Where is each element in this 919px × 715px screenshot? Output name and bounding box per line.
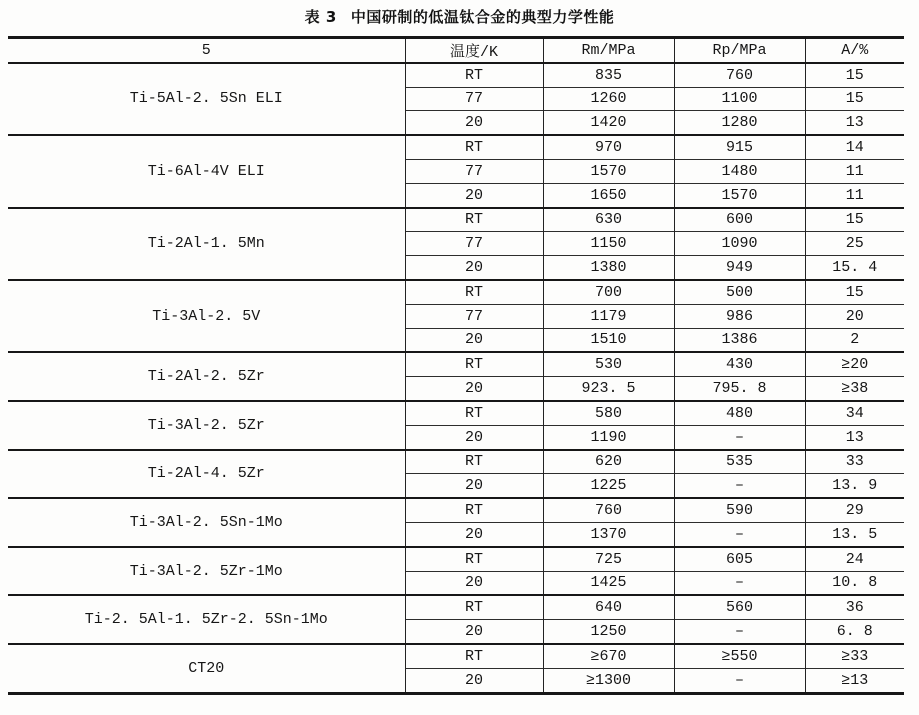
rp-cell: 1570 xyxy=(674,183,805,207)
a-cell: 15. 4 xyxy=(805,256,904,280)
rp-cell: 560 xyxy=(674,595,805,619)
table-row xyxy=(8,280,904,304)
rp-cell: 480 xyxy=(674,401,805,425)
rp-cell: – xyxy=(674,571,805,595)
alloy-name-cell: Ti-3Al-2. 5V xyxy=(152,307,261,325)
rm-cell: 1570 xyxy=(543,159,674,183)
alloy-group xyxy=(8,63,904,135)
a-cell: 36 xyxy=(805,595,904,619)
a-cell: 13 xyxy=(805,425,904,449)
rm-cell: 1250 xyxy=(543,620,674,644)
temperature-cell: 77 xyxy=(405,87,543,111)
a-cell: 33 xyxy=(805,450,904,474)
rp-cell: 600 xyxy=(674,208,805,232)
rm-cell: ≥1300 xyxy=(543,668,674,693)
alloy-group xyxy=(8,644,904,693)
a-cell: 20 xyxy=(805,304,904,328)
rp-cell: – xyxy=(674,474,805,498)
table-row xyxy=(8,595,904,619)
rm-cell: 1260 xyxy=(543,87,674,111)
table-number: 表 3 xyxy=(304,8,337,26)
a-cell: ≥33 xyxy=(805,644,904,668)
rm-cell: 725 xyxy=(543,547,674,571)
rm-cell: 923. 5 xyxy=(543,377,674,401)
rp-cell: 1280 xyxy=(674,111,805,135)
rp-cell: 1386 xyxy=(674,328,805,352)
temperature-cell: RT xyxy=(405,280,543,304)
data-table xyxy=(8,36,904,695)
a-cell: 6. 8 xyxy=(805,620,904,644)
alloy-name-cell: Ti-2Al-1. 5Mn xyxy=(147,235,265,253)
a-cell: ≥38 xyxy=(805,377,904,401)
temperature-cell: 20 xyxy=(405,328,543,352)
col-header-alloy: 5 xyxy=(8,38,405,63)
temperature-cell: RT xyxy=(405,352,543,376)
rp-cell: 915 xyxy=(674,135,805,159)
a-cell: 10. 8 xyxy=(805,571,904,595)
temperature-cell: 20 xyxy=(405,522,543,546)
a-cell: 11 xyxy=(805,159,904,183)
alloy-name-cell: Ti-3Al-2. 5Zr xyxy=(147,416,265,434)
a-cell: 15 xyxy=(805,208,904,232)
rm-cell: 1650 xyxy=(543,183,674,207)
alloy-name-cell: Ti-2Al-2. 5Zr xyxy=(147,368,265,386)
alloy-name-cell: Ti-3Al-2. 5Sn-1Mo xyxy=(129,513,283,531)
temperature-cell: RT xyxy=(405,135,543,159)
rm-cell: 1179 xyxy=(543,304,674,328)
col-header-temperature: 温度/K xyxy=(405,38,543,63)
rp-cell: – xyxy=(674,522,805,546)
rm-cell: 760 xyxy=(543,498,674,522)
rm-cell: 630 xyxy=(543,208,674,232)
alloy-group xyxy=(8,547,904,596)
a-cell: 11 xyxy=(805,183,904,207)
temperature-cell: RT xyxy=(405,450,543,474)
rm-cell: 580 xyxy=(543,401,674,425)
rp-cell: 605 xyxy=(674,547,805,571)
alloy-name-cell: CT20 xyxy=(188,659,225,677)
rm-cell: 1370 xyxy=(543,522,674,546)
table-caption xyxy=(0,0,919,27)
rm-cell: 620 xyxy=(543,450,674,474)
alloy-group xyxy=(8,352,904,401)
alloy-group xyxy=(8,450,904,499)
rm-cell: 970 xyxy=(543,135,674,159)
temperature-cell: RT xyxy=(405,401,543,425)
temperature-cell: 20 xyxy=(405,256,543,280)
rp-cell: 1480 xyxy=(674,159,805,183)
rp-cell: 986 xyxy=(674,304,805,328)
rp-cell: 590 xyxy=(674,498,805,522)
rp-cell: 430 xyxy=(674,352,805,376)
header-row xyxy=(8,38,904,63)
rm-cell: 1225 xyxy=(543,474,674,498)
alloy-name-cell: Ti-6Al-4V ELI xyxy=(147,162,265,180)
rm-cell: 1190 xyxy=(543,425,674,449)
alloy-group xyxy=(8,280,904,352)
alloy-group xyxy=(8,595,904,644)
alloy-group xyxy=(8,498,904,547)
rp-cell: 535 xyxy=(674,450,805,474)
alloy-group xyxy=(8,135,904,207)
alloy-name-cell: Ti-3Al-2. 5Zr-1Mo xyxy=(129,562,283,580)
a-cell: ≥13 xyxy=(805,668,904,693)
rm-cell: 1420 xyxy=(543,111,674,135)
temperature-cell: RT xyxy=(405,644,543,668)
rm-cell: 640 xyxy=(543,595,674,619)
table-row xyxy=(8,644,904,668)
temperature-cell: RT xyxy=(405,63,543,87)
a-cell: 34 xyxy=(805,401,904,425)
table-row xyxy=(8,547,904,571)
col-header-rp: Rp/MPa xyxy=(674,38,805,63)
a-cell: 15 xyxy=(805,63,904,87)
alloy-name-cell: Ti-2Al-4. 5Zr xyxy=(147,465,265,483)
rp-cell: 1100 xyxy=(674,87,805,111)
rm-cell: 1150 xyxy=(543,232,674,256)
temperature-cell: 20 xyxy=(405,668,543,693)
table-title-text: 中国研制的低温钛合金的典型力学性能 xyxy=(350,8,615,26)
a-cell: 2 xyxy=(805,328,904,352)
temperature-cell: 20 xyxy=(405,474,543,498)
a-cell: ≥20 xyxy=(805,352,904,376)
temperature-cell: RT xyxy=(405,498,543,522)
temperature-cell: 77 xyxy=(405,304,543,328)
rm-cell: 1425 xyxy=(543,571,674,595)
a-cell: 14 xyxy=(805,135,904,159)
temperature-cell: 20 xyxy=(405,620,543,644)
table-row xyxy=(8,135,904,159)
rm-cell: 835 xyxy=(543,63,674,87)
rp-cell: 760 xyxy=(674,63,805,87)
table-row xyxy=(8,401,904,425)
temperature-cell: 20 xyxy=(405,111,543,135)
a-cell: 15 xyxy=(805,87,904,111)
rp-cell: – xyxy=(674,425,805,449)
rm-cell: 1380 xyxy=(543,256,674,280)
temperature-cell: RT xyxy=(405,547,543,571)
rp-cell: ≥550 xyxy=(674,644,805,668)
a-cell: 13. 9 xyxy=(805,474,904,498)
table-row xyxy=(8,63,904,87)
temperature-cell: 20 xyxy=(405,183,543,207)
temperature-cell: 77 xyxy=(405,232,543,256)
a-cell: 15 xyxy=(805,280,904,304)
temperature-cell: RT xyxy=(405,208,543,232)
rp-cell: 500 xyxy=(674,280,805,304)
temperature-cell: RT xyxy=(405,595,543,619)
a-cell: 29 xyxy=(805,498,904,522)
rm-cell: ≥670 xyxy=(543,644,674,668)
alloy-name-cell: Ti-5Al-2. 5Sn ELI xyxy=(129,90,283,108)
table-row xyxy=(8,450,904,474)
alloy-group xyxy=(8,401,904,450)
rp-cell: – xyxy=(674,620,805,644)
table-row xyxy=(8,498,904,522)
col-header-elongation: A/% xyxy=(805,38,904,63)
a-cell: 24 xyxy=(805,547,904,571)
temperature-cell: 20 xyxy=(405,425,543,449)
temperature-cell: 20 xyxy=(405,377,543,401)
a-cell: 13. 5 xyxy=(805,522,904,546)
alloy-group xyxy=(8,208,904,280)
rm-cell: 700 xyxy=(543,280,674,304)
alloy-name-cell: Ti-2. 5Al-1. 5Zr-2. 5Sn-1Mo xyxy=(84,611,328,629)
col-header-rm: Rm/MPa xyxy=(543,38,674,63)
rp-cell: 795. 8 xyxy=(674,377,805,401)
rp-cell: – xyxy=(674,668,805,693)
rp-cell: 1090 xyxy=(674,232,805,256)
table-row xyxy=(8,352,904,376)
rp-cell: 949 xyxy=(674,256,805,280)
a-cell: 13 xyxy=(805,111,904,135)
temperature-cell: 20 xyxy=(405,571,543,595)
temperature-cell: 77 xyxy=(405,159,543,183)
table-row xyxy=(8,208,904,232)
rm-cell: 1510 xyxy=(543,328,674,352)
rm-cell: 530 xyxy=(543,352,674,376)
a-cell: 25 xyxy=(805,232,904,256)
